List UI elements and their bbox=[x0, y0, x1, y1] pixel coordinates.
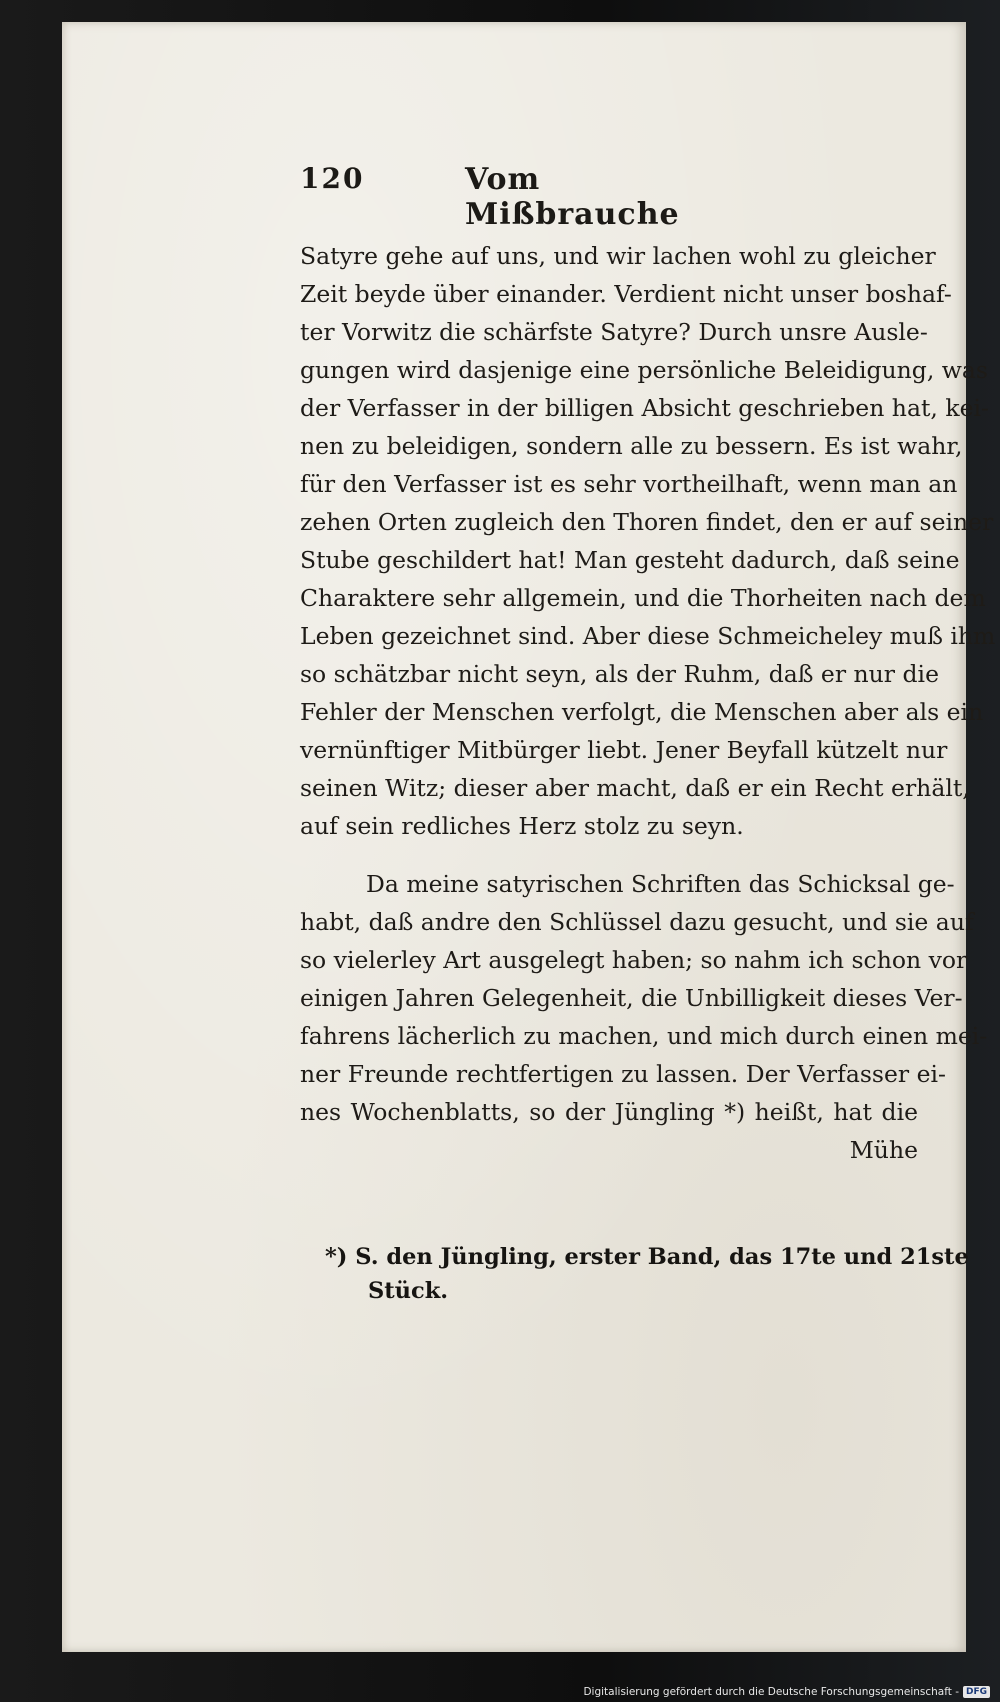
text-line: habt, daß andre den Schlüssel dazu gesucht, und sie auf bbox=[300, 908, 974, 936]
text-line: nes Wochenblatts, so der Jüngling *) heißt, hat die bbox=[300, 1098, 918, 1126]
text-line: Zeit beyde über einander. Verdient nicht unser boshaf- bbox=[300, 280, 952, 308]
credit-text: Digitalisierung gefördert durch die Deutsche Forschungsgemeinschaft - bbox=[583, 1686, 959, 1698]
paragraph-1 bbox=[300, 237, 996, 845]
text-line: zehen Orten zugleich den Thoren findet, den er auf seiner bbox=[300, 508, 994, 536]
text-line: der Verfasser in der billigen Absicht geschrieben hat, kei- bbox=[300, 394, 989, 422]
paragraph-gap bbox=[300, 845, 918, 865]
catchword: Mühe bbox=[849, 1136, 918, 1164]
page-header bbox=[300, 162, 730, 232]
text-line: seinen Witz; dieser aber macht, daß er ein Recht erhält, bbox=[300, 774, 970, 802]
footnote bbox=[325, 1240, 969, 1308]
text-line: Leben gezeichnet sind. Aber diese Schmeicheley muß ihm bbox=[300, 622, 996, 650]
text-line: einigen Jahren Gelegenheit, die Unbilligkeit dieses Ver- bbox=[300, 984, 963, 1012]
text-line: so vielerley Art ausgelegt haben; so nahm ich schon vor bbox=[300, 946, 968, 974]
text-line: ter Vorwitz die schärfste Satyre? Durch unsre Ausle- bbox=[300, 318, 928, 346]
text-line: auf sein redliches Herz stolz zu seyn. bbox=[300, 812, 744, 840]
paragraph-2 bbox=[300, 865, 988, 1131]
text-line: vernünftiger Mitbürger liebt. Jener Beyfall kützelt nur bbox=[300, 736, 948, 764]
text-line: nen zu beleidigen, sondern alle zu bessern. Es ist wahr, bbox=[300, 432, 963, 460]
text-line: ner Freunde rechtfertigen zu lassen. Der Verfasser ei- bbox=[300, 1060, 946, 1088]
footnote-line: Stück. bbox=[368, 1278, 449, 1304]
text-line: Satyre gehe auf uns, und wir lachen wohl zu gleicher bbox=[300, 242, 936, 270]
running-head: Vom Mißbrauche bbox=[465, 162, 680, 232]
text-line: gungen wird dasjenige eine persönliche Beleidigung, was bbox=[300, 356, 988, 384]
digitization-credit bbox=[583, 1686, 990, 1698]
footnote-line: *) S. den Jüngling, erster Band, das 17te und 21ste bbox=[325, 1244, 969, 1270]
text-line: für den Verfasser ist es sehr vortheilhaft, wenn man an bbox=[300, 470, 958, 498]
page-number: 120 bbox=[300, 162, 365, 195]
text-line: Fehler der Menschen verfolgt, die Menschen aber als ein bbox=[300, 698, 984, 726]
text-line: so schätzbar nicht seyn, als der Ruhm, daß er nur die bbox=[300, 660, 939, 688]
text-line: fahrens lächerlich zu machen, und mich durch einen mei- bbox=[300, 1022, 988, 1050]
text-line: Da meine satyrischen Schriften das Schicksal ge- bbox=[366, 870, 955, 898]
text-line: Charaktere sehr allgemein, und die Thorheiten nach dem bbox=[300, 584, 986, 612]
main-text bbox=[300, 237, 996, 1169]
dfg-logo: DFG bbox=[963, 1686, 990, 1698]
text-line: Stube geschildert hat! Man gesteht dadurch, daß seine bbox=[300, 546, 960, 574]
